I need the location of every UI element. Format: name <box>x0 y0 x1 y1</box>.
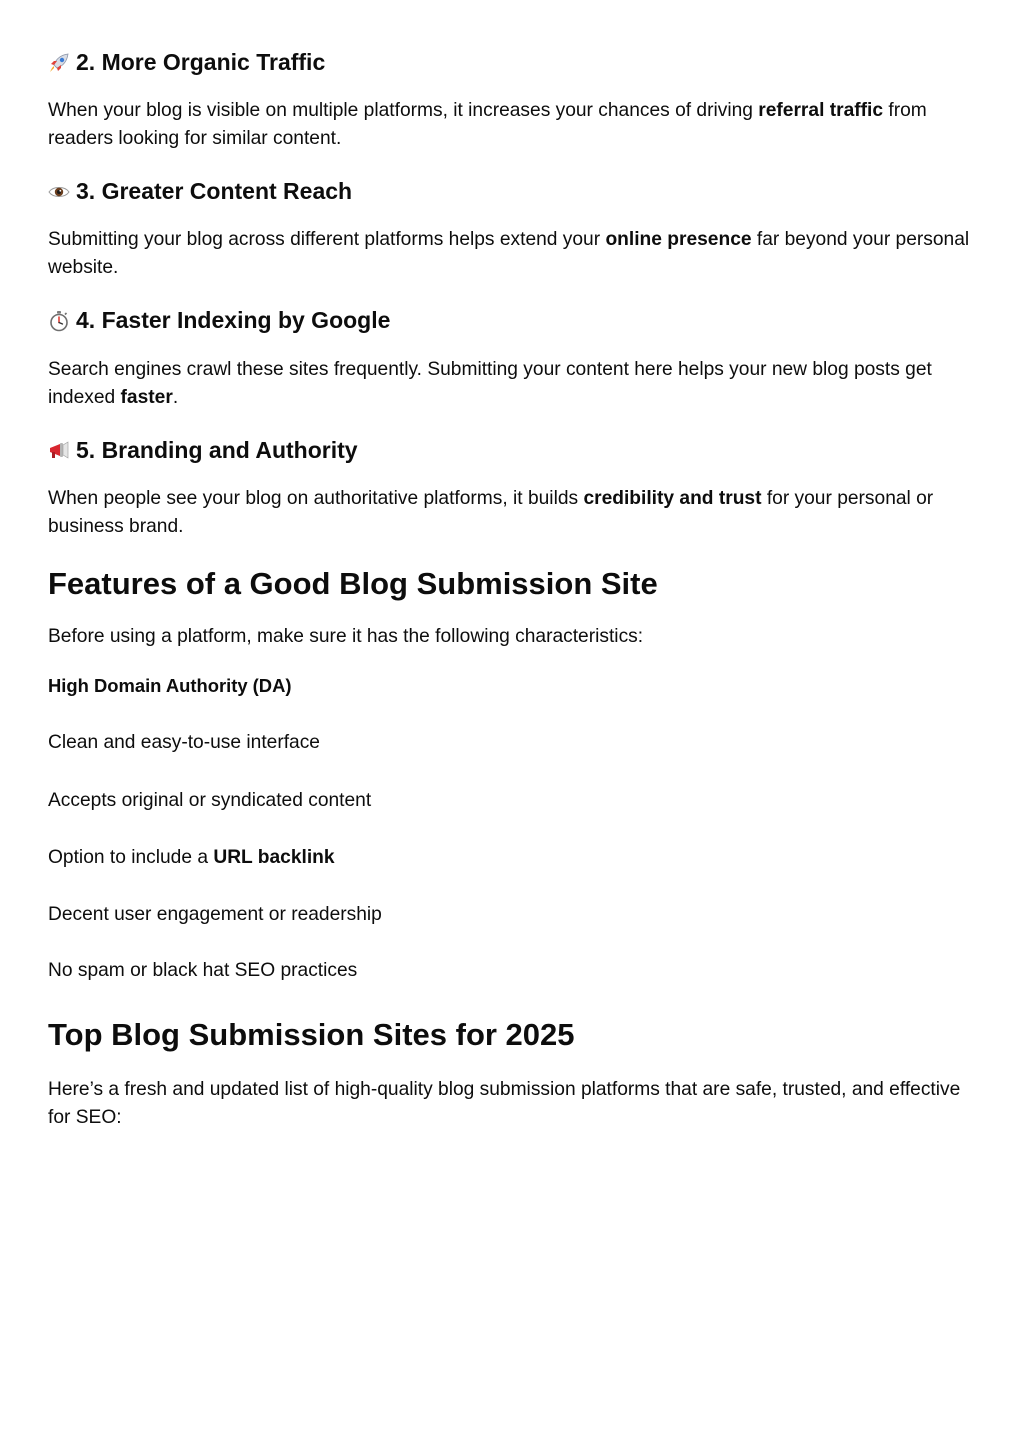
benefit-heading-text: 3. Greater Content Reach <box>76 178 353 204</box>
eye-icon <box>48 180 70 202</box>
features-intro: Before using a platform, make sure it has the following characteristics: <box>48 626 644 647</box>
stopwatch-icon <box>48 309 70 331</box>
benefit-paragraph-organic-traffic <box>48 97 978 153</box>
benefit-heading-faster-indexing <box>48 305 390 335</box>
benefit-paragraph-branding-authority <box>48 485 978 541</box>
benefit-heading-text: 4. Faster Indexing by Google <box>76 307 391 333</box>
paragraph-text: When people see your blog on authoritative platforms, it builds <box>48 488 584 509</box>
emphasis-text: faster <box>120 387 173 408</box>
benefit-heading-content-reach <box>48 176 352 206</box>
paragraph-text: for your personal or business brand. <box>48 488 934 537</box>
feature-item: High Domain Authority (DA) <box>48 675 292 696</box>
paragraph-text: Submitting your blog across different platforms helps extend your <box>48 229 606 250</box>
top-sites-intro: Here’s a fresh and updated list of high-quality blog submission platforms that are safe, trusted, and effective for SEO: <box>48 1079 961 1128</box>
emphasis-text: URL backlink <box>213 847 335 868</box>
benefit-heading-branding-authority <box>48 435 358 465</box>
feature-item-text: Option to include a <box>48 847 214 868</box>
megaphone-icon <box>48 439 70 461</box>
emphasis-text: credibility and trust <box>583 488 762 509</box>
paragraph-text: from readers looking for similar content. <box>48 100 927 149</box>
rocket-icon <box>48 51 70 73</box>
benefit-heading-text: 5. Branding and Authority <box>76 437 358 463</box>
benefit-heading-organic-traffic <box>48 47 325 77</box>
paragraph-text: far beyond your personal website. <box>48 229 970 278</box>
emphasis-text: online presence <box>605 229 752 250</box>
feature-item: Clean and easy-to-use interface <box>48 732 320 753</box>
paragraph-text: When your blog is visible on multiple platforms, it increases your chances of driving <box>48 100 759 121</box>
feature-item <box>48 844 335 872</box>
paragraph-text: Search engines crawl these sites frequently. Submitting your content here helps your new blog posts get indexed <box>48 359 932 408</box>
feature-item: No spam or black hat SEO practices <box>48 960 358 981</box>
benefit-paragraph-faster-indexing <box>48 356 978 412</box>
feature-item: Accepts original or syndicated content <box>48 790 372 811</box>
top-sites-section-heading: Top Blog Submission Sites for 2025 <box>48 1017 575 1052</box>
paragraph-text: . <box>172 387 179 408</box>
benefit-paragraph-content-reach <box>48 226 978 282</box>
emphasis-text: referral traffic <box>758 100 884 121</box>
feature-item: Decent user engagement or readership <box>48 904 382 925</box>
features-section-heading: Features of a Good Blog Submission Site <box>48 566 658 601</box>
benefit-heading-text: 2. More Organic Traffic <box>76 49 326 75</box>
